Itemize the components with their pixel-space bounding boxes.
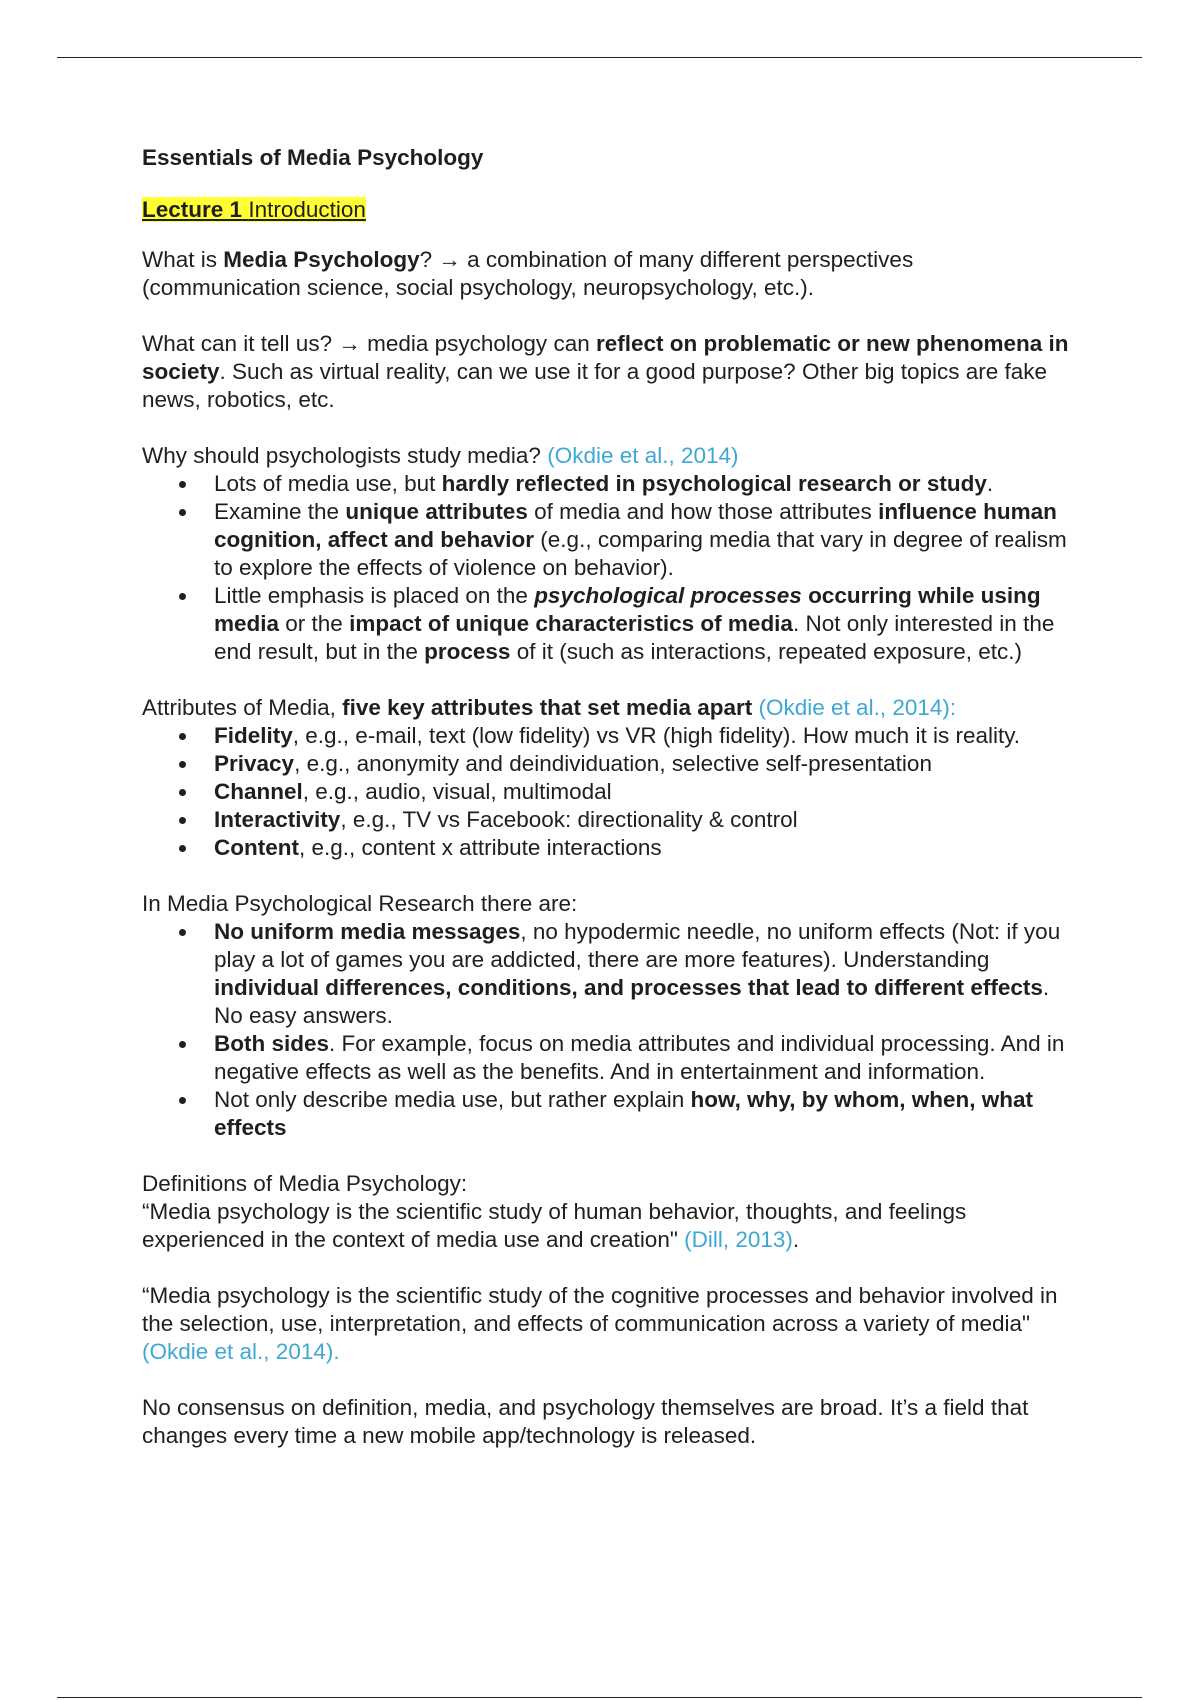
bold-term: process: [424, 639, 511, 664]
attributes-list: [142, 722, 1072, 862]
text-run: , e.g., audio, visual, multimodal: [302, 779, 612, 804]
text-run: , e.g., e-mail, text (low fidelity) vs VR (high fidelity). How much it is reality.: [292, 723, 1021, 748]
text-run: .: [792, 1227, 800, 1252]
list-item: [214, 470, 1072, 498]
document-body: [142, 140, 1072, 1450]
bold-term: influence human cognition, affect and behavior: [214, 499, 1057, 552]
text-run: . No easy answers.: [214, 975, 1050, 1028]
paragraph-definitions: [142, 1170, 1072, 1254]
text-run: , e.g., content x attribute interactions: [298, 835, 662, 860]
list-item: [214, 582, 1072, 666]
bold-term: occurring while using media: [214, 583, 1041, 636]
text-run: Lots of media use, but: [214, 471, 442, 496]
bold-italic-term: psychological processes: [534, 583, 802, 608]
bold-term: Media Psychology: [223, 247, 420, 272]
text-run: of it (such as interactions, repeated exposure, etc.): [510, 639, 1022, 664]
definition-quote: “Media psychology is the scientific study of human behavior, thoughts, and feelings experienced in the context of media use and creation": [142, 1199, 967, 1252]
text-run: ? → a combination of many different perspectives (communication science, social psychology, neuropsychology, etc.).: [142, 247, 914, 300]
definitions-heading: Definitions of Media Psychology:: [142, 1171, 468, 1196]
list-item: [214, 834, 1072, 862]
list-item: [214, 918, 1072, 1030]
paragraph-what-is: [142, 246, 1072, 302]
why-study-list: [142, 470, 1072, 666]
footer-rule: [57, 1697, 1142, 1698]
bold-term: reflect on problematic or new phenomena in society: [142, 331, 1069, 384]
list-item: [214, 722, 1072, 750]
paragraph-consensus: No consensus on definition, media, and psychology themselves are broad. It’s a field that changes every time a new mobile app/technology is released.: [142, 1395, 1029, 1448]
lecture-label: Lecture 1: [142, 197, 243, 222]
text-run: What can it tell us? → media psychology can: [142, 331, 596, 356]
text-run: Examine the: [214, 499, 346, 524]
text-run: or the: [279, 611, 350, 636]
text-run: Not only describe media use, but rather explain: [214, 1087, 691, 1112]
lecture-heading: [142, 194, 1072, 226]
bold-term: impact of unique characteristics of media: [349, 611, 793, 636]
bold-term: Both sides: [214, 1031, 330, 1056]
text-run: .: [986, 471, 994, 496]
citation: (Okdie et al., 2014).: [142, 1339, 340, 1364]
paragraph-definition-2: [142, 1282, 1072, 1366]
text-run: (e.g., comparing media that vary in degree of realism to explore the effects of violence on behavior).: [214, 527, 1067, 580]
text-run: . Such as virtual reality, can we use it for a good purpose? Other big topics are fake news, robotics, etc.: [142, 359, 1048, 412]
bold-term: hardly reflected in psychological research or study: [441, 471, 987, 496]
bold-term: No uniform media messages: [214, 919, 521, 944]
bold-term: Channel: [214, 779, 303, 804]
citation: (Okdie et al., 2014):: [752, 695, 957, 720]
citation: (Dill, 2013): [677, 1227, 793, 1252]
paragraph-research: In Media Psychological Research there are:: [142, 891, 578, 916]
text-run: , e.g., anonymity and deindividuation, selective self-presentation: [294, 751, 932, 776]
paragraph-attributes: [142, 694, 1072, 722]
text-run: Little emphasis is placed on the: [214, 583, 535, 608]
list-item: [214, 1030, 1072, 1086]
bold-term: Fidelity: [214, 723, 293, 748]
bold-term: Interactivity: [214, 807, 341, 832]
bold-term: how, why, by whom, when, what effects: [214, 1087, 1034, 1140]
text-run: Why should psychologists study media?: [142, 443, 548, 468]
text-run: . For example, focus on media attributes and individual processing. And in negative effects as well as the benefits. And in entertainment and information.: [214, 1031, 1065, 1084]
document-title: Essentials of Media Psychology: [142, 145, 484, 170]
bold-term: five key attributes that set media apart: [342, 695, 753, 720]
text-run: . Not only interested in the end result, but in the: [214, 611, 1055, 664]
list-item: [214, 750, 1072, 778]
text-run: Attributes of Media,: [142, 695, 343, 720]
research-list: [142, 918, 1072, 1142]
text-run: , no hypodermic needle, no uniform effects (Not: if you play a lot of games you are addicted, there are more features). Understanding: [214, 919, 1061, 972]
list-item: [214, 498, 1072, 582]
paragraph-what-can-it-tell: [142, 330, 1072, 414]
lecture-topic: Introduction: [248, 197, 366, 222]
list-item: [214, 806, 1072, 834]
header-rule: [57, 57, 1142, 58]
definition-quote: “Media psychology is the scientific study of the cognitive processes and behavior involved in the selection, use, interpretation, and effects of communication across a variety of media": [142, 1283, 1058, 1336]
bold-term: Content: [214, 835, 299, 860]
bold-term: individual differences, conditions, and processes that lead to different effects: [214, 975, 1043, 1000]
text-run: What is: [142, 247, 224, 272]
list-item: [214, 778, 1072, 806]
citation: (Okdie et al., 2014): [547, 443, 739, 468]
text-run: , e.g., TV vs Facebook: directionality & control: [340, 807, 798, 832]
text-run: of media and how those attributes: [527, 499, 879, 524]
bold-term: unique attributes: [345, 499, 528, 524]
list-item: [214, 1086, 1072, 1142]
bold-term: Privacy: [214, 751, 295, 776]
paragraph-why-study: [142, 442, 1072, 470]
